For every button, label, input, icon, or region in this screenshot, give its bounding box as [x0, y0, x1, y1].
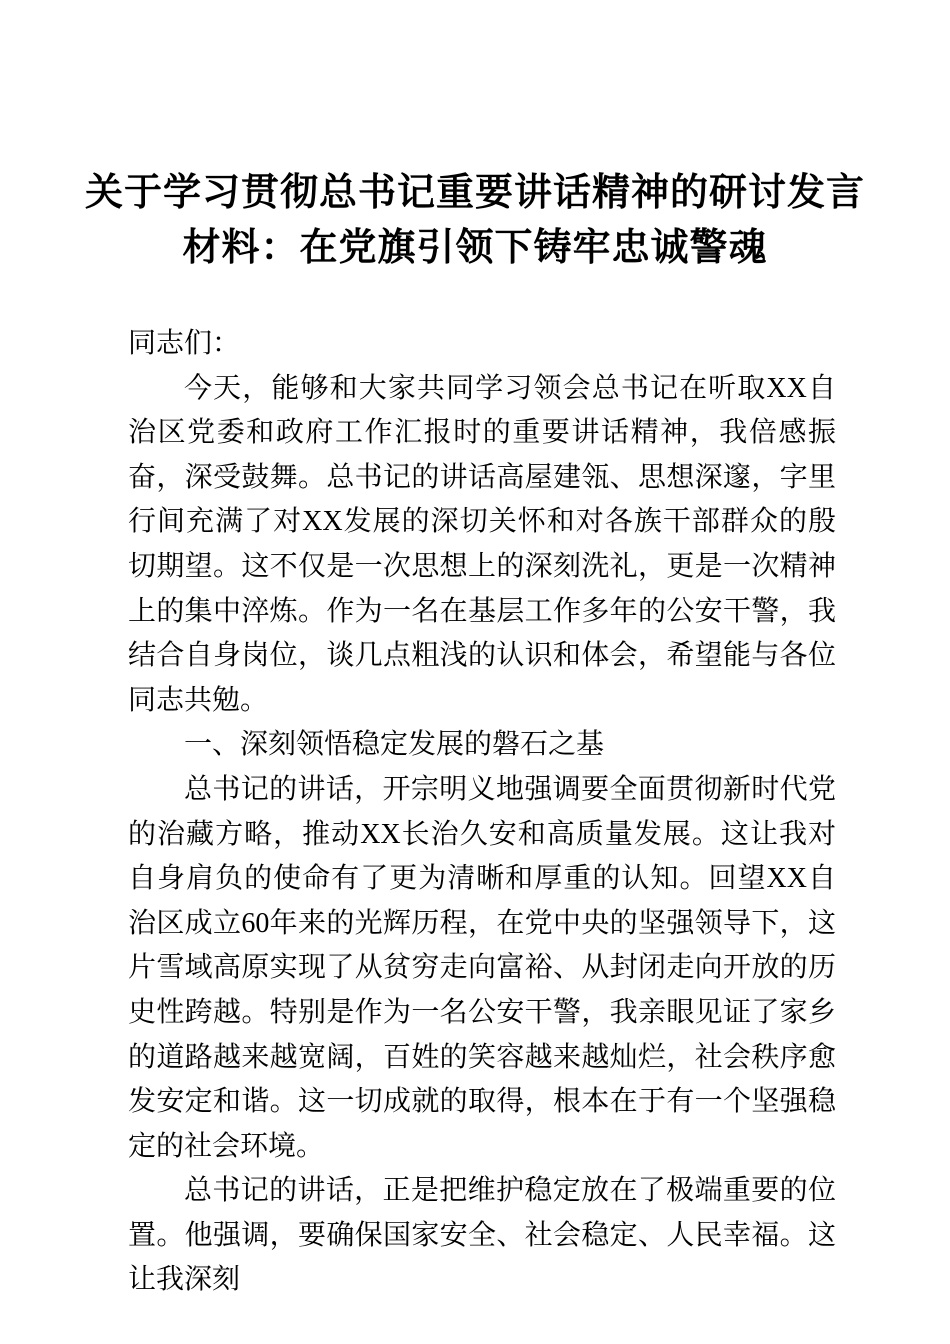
- document-body: [0, 322, 950, 1303]
- paragraph: 同志们：: [128, 328, 241, 359]
- document-title-line2: 材料：在党旗引领下铸牢忠诚警魂: [182, 227, 768, 269]
- section-heading: 一、深刻领悟稳定发展的磐石之基: [184, 729, 605, 761]
- paragraph: 总书记的讲话，正是把维护稳定放在了极端重要的位置。他强调，要确保国家安全、社会稳定、人民幸福。这让我深刻: [128, 1175, 836, 1296]
- document-title: [0, 0, 950, 276]
- document-title-line1: 关于学习贯彻总书记重要讲话精神的研讨发言: [84, 172, 865, 214]
- paragraph: 总书记的讲话，开宗明义地强调要全面贯彻新时代党的治藏方略，推动XX长治久安和高质量发展。这让我对自身肩负的使命有了更为清晰和厚重的认知。回望XX自治区成立60年来的光辉历程，在党中央的坚强领导下，这片雪域高原实现了从贫穷走向富裕、从封闭走向开放的历史性跨越。特别是作为一名公安干警，我亲眼见证了家乡的道路越来越宽阔，百姓的笑容越来越灿烂，社会秩序愈发安定和谐。这一切成就的取得，根本在于有一个坚强稳定的社会环境。: [128, 773, 836, 1162]
- paragraph: 今天，能够和大家共同学习领会总书记在听取XX自治区党委和政府工作汇报时的重要讲话精神，我倍感振奋，深受鼓舞。总书记的讲话高屋建瓴、思想深邃，字里行间充满了对XX发展的深切关怀和对各族干部群众的殷切期望。这不仅是一次思想上的深刻洗礼，更是一次精神上的集中淬炼。作为一名在基层工作多年的公安干警，我结合自身岗位，谈几点粗浅的认识和体会，希望能与各位同志共勉。: [128, 372, 836, 716]
